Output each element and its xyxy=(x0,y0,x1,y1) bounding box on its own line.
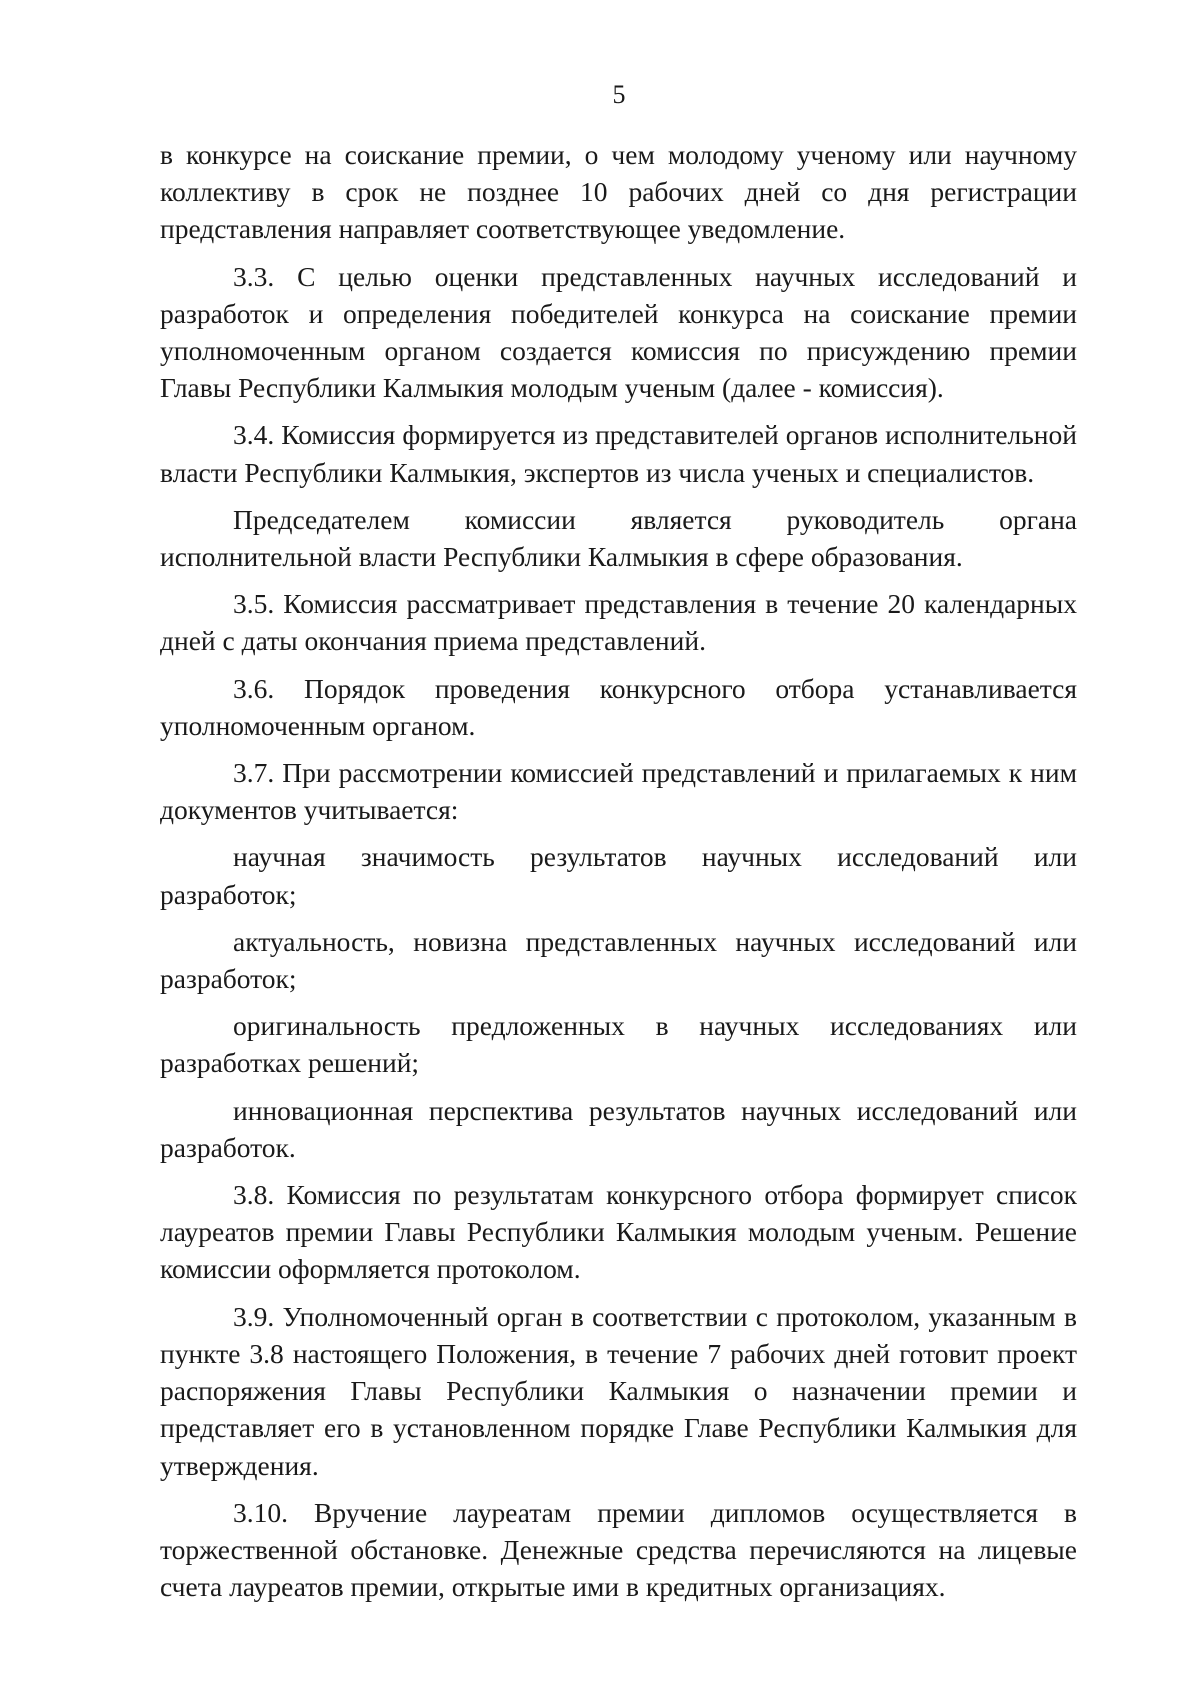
paragraph-3-7: 3.7. При рассмотрении комиссией представлений и прилагаемых к ним документов учитывается: xyxy=(160,757,1077,826)
paragraph-3-5: 3.5. Комиссия рассматривает представления в течение 20 календарных дней с даты окончания приема представлений. xyxy=(160,588,1077,657)
paragraph-3-6: 3.6. Порядок проведения конкурсного отбора устанавливается уполномоченным органом. xyxy=(160,672,1077,741)
criteria-item: инновационная перспектива результатов научных исследований или разработок. xyxy=(160,1094,1077,1163)
paragraph-3-8: 3.8. Комиссия по результатам конкурсного отбора формирует список лауреатов премии Главы Республики Калмыкия молодым ученым. Решение комиссии оформляется протоколом. xyxy=(160,1179,1077,1285)
page-number: 5 xyxy=(612,80,626,109)
paragraph-continuation: в конкурсе на соискание премии, о чем молодому ученому или научному коллективу в срок не позднее 10 рабочих дней со дня регистрации представления направляет соответствующее уведомление. xyxy=(160,139,1077,245)
criteria-item: оригинальность предложенных в научных исследованиях или разработках решений; xyxy=(160,1010,1077,1079)
document-body xyxy=(160,136,1077,1605)
paragraph-3-4: 3.4. Комиссия формируется из представителей органов исполнительной власти Республики Калмыкия, экспертов из числа ученых и специалистов. xyxy=(160,419,1077,488)
criteria-item: актуальность, новизна представленных научных исследований или разработок; xyxy=(160,925,1077,995)
paragraph-3-9: 3.9. Уполномоченный орган в соответствии с протоколом, указанным в пункте 3.8 настоящего Положения, в течение 7 рабочих дней готовит проект распоряжения Главы Республики Калмыкия о назначении премии и представляет его в установленном порядке Главе Республики Калмыкия для утверждения. xyxy=(160,1300,1077,1481)
paragraph-3-10: 3.10. Вручение лауреатам премии дипломов осуществляется в торжественной обстановке. Денежные средства перечисляются на лицевые счета лауреатов премии, открытые ими в кредитных организациях. xyxy=(160,1496,1077,1603)
criteria-item: научная значимость результатов научных исследований или разработок; xyxy=(160,841,1077,910)
paragraph-3-3: 3.3. С целью оценки представленных научных исследований и разработок и определения победителей конкурса на соискание премии уполномоченным органом создается комиссия по присуждению премии Главы Республики Калмыкия молодым ученым (далее - комиссия). xyxy=(160,260,1077,404)
paragraph-chairman: Председателем комиссии является руководитель органа исполнительной власти Республики Калмыкия в сфере образования. xyxy=(160,503,1077,573)
